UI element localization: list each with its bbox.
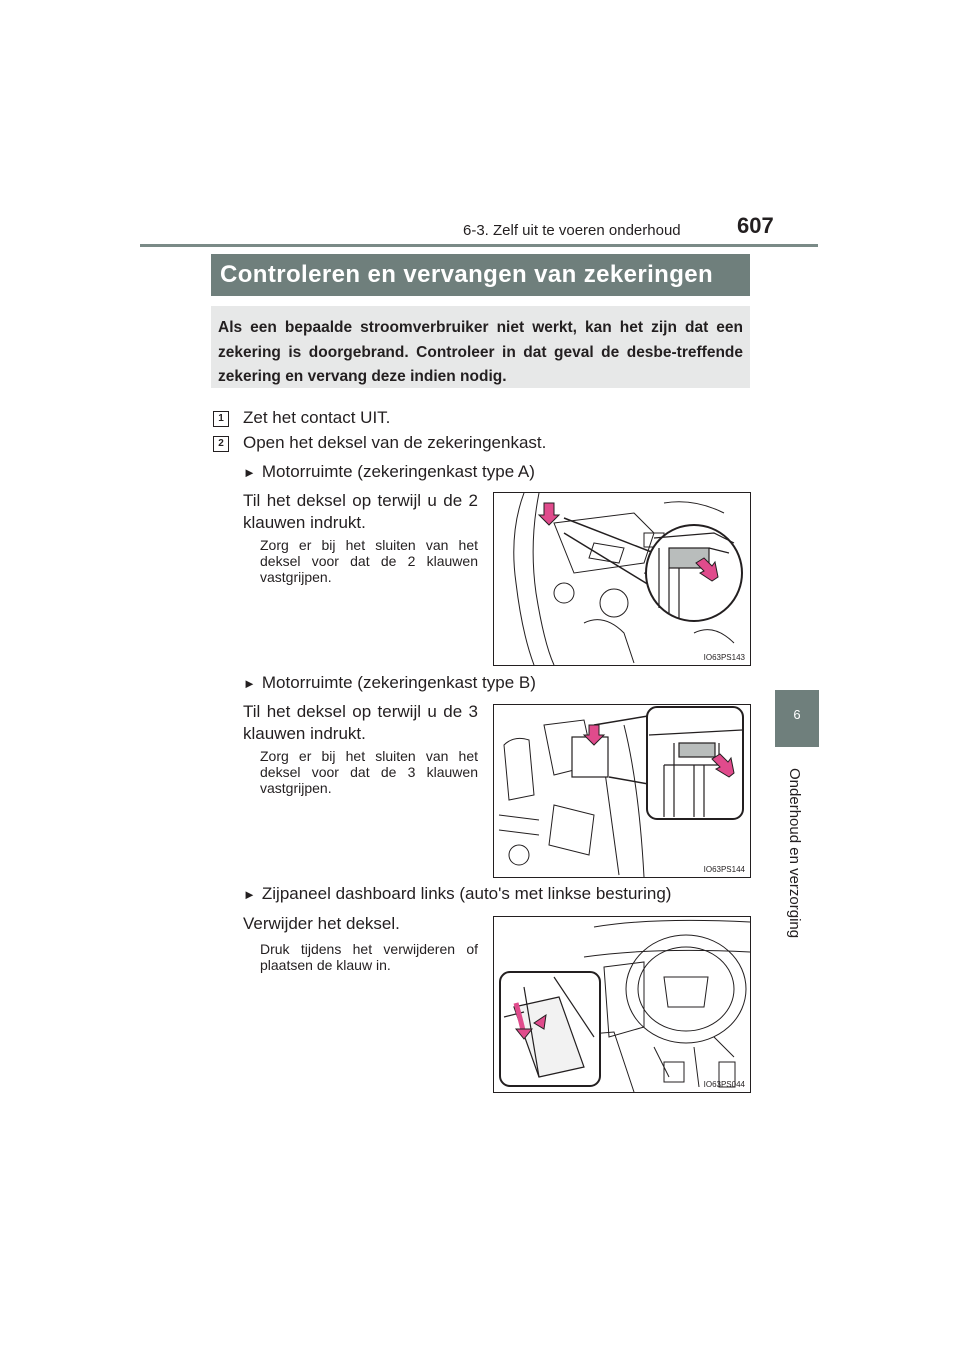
note-a: Zorg er bij het sluiten van het deksel voor dat de 2 klauwen vastgrijpen.	[260, 537, 478, 585]
subsection-heading-b	[243, 673, 536, 693]
figure-dashboard-side-panel	[493, 916, 751, 1093]
subsection-heading-a	[243, 462, 535, 482]
triangle-bullet-icon: ►	[243, 676, 256, 691]
chapter-tab: 6	[775, 690, 819, 747]
instruction-c: Verwijder het deksel.	[243, 914, 400, 933]
subsection-heading-a-text: Motorruimte (zekeringenkast type A)	[261, 462, 535, 481]
section-title: Controleren en vervangen van zekeringen	[211, 254, 750, 296]
instruction-a: Til het deksel op terwijl u de 2 klauwen indrukt.	[243, 491, 478, 532]
figure-code-b: IO63PS144	[703, 865, 745, 874]
figure-engine-bay-type-a	[493, 492, 751, 666]
figure-code-a: IO63PS143	[703, 653, 745, 662]
page-number: 607	[737, 213, 774, 238]
chapter-side-label-text: Onderhoud en verzorging	[786, 768, 803, 939]
subsection-heading-c-text: Zijpaneel dashboard links (auto's met linkse besturing)	[261, 884, 672, 903]
triangle-bullet-icon: ►	[243, 887, 256, 902]
header-rule	[140, 244, 818, 247]
intro-box: Als een bepaalde stroomverbruiker niet werkt, kan het zijn dat een zekering is doorgebrand. Controleer in dat geval de desbe-treffende zekering en vervang deze indien nodig.	[211, 306, 750, 388]
subsection-heading-b-text: Motorruimte (zekeringenkast type B)	[261, 673, 536, 692]
instruction-b: Til het deksel op terwijl u de 3 klauwen indrukt.	[243, 702, 478, 743]
figure-code-c: IO63PS044	[703, 1080, 745, 1089]
note-c: Druk tijdens het verwijderen of plaatsen de klauw in.	[260, 941, 478, 973]
header-section-title: 6-3. Zelf uit te voeren onderhoud	[463, 222, 681, 239]
note-b: Zorg er bij het sluiten van het deksel voor dat de 3 klauwen vastgrijpen.	[260, 748, 478, 796]
triangle-bullet-icon: ►	[243, 465, 256, 480]
step-text-2: Open het deksel van de zekeringenkast.	[243, 433, 547, 452]
step-text-1: Zet het contact UIT.	[243, 408, 391, 427]
subsection-heading-c	[243, 884, 671, 904]
figure-engine-bay-type-b	[493, 704, 751, 878]
step-badge-2: 2	[213, 436, 229, 452]
step-badge-1: 1	[213, 411, 229, 427]
chapter-side-label	[783, 768, 807, 939]
